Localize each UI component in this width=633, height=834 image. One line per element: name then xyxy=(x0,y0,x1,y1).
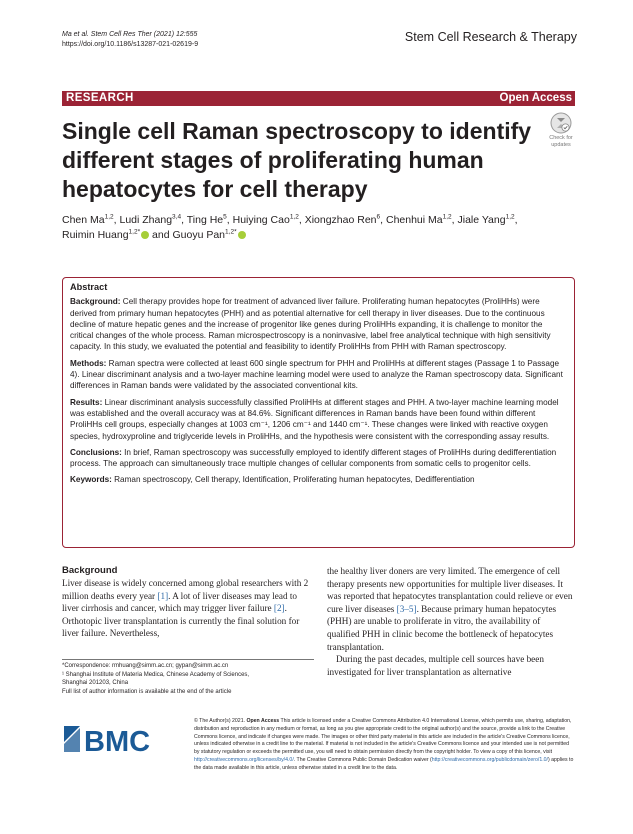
author-name: Ting He xyxy=(186,214,224,226)
author-name: Chenhui Ma xyxy=(385,214,443,226)
abstract-methods xyxy=(70,358,567,392)
results-text: Linear discriminant analysis successfully classified ProliHHs at different stages and PHH. A two-layer machine learning model was established and the overall accuracy was at 84.6%. Significant differences in Raman bands have been found within different ProliHHs cell groups, especially changes at 1003 cm⁻¹, 1206 cm⁻¹ and 1440 cm⁻¹. These changes were linked with reactive oxygen species, hydroxyproline and triglyceride levels in ProliHHs, and the hypothesis were consistent with the corresponding assay results. xyxy=(70,397,559,441)
author-name: Guoyu Pan xyxy=(172,229,226,241)
footnotes xyxy=(62,659,314,696)
doi-link[interactable]: https://doi.org/10.1186/s13287-021-02619-9 xyxy=(62,41,199,48)
section-bar xyxy=(62,91,575,106)
license-open-access: Open Access xyxy=(246,718,280,724)
abstract-background xyxy=(70,296,567,352)
author-name: Huiying Cao xyxy=(232,214,290,226)
license-body: ) applies to the data made available in this article, unless otherwise stated in a credit line to the data. xyxy=(194,756,574,771)
license-body: This article is licensed under a Creative Commons Attribution 4.0 International License, which permits use, sharing, adaptation, distribution and reproduction in any medium or format, as long as you give appropriate credit to the original author(s) and the source, provide a link to the Creative Commons licence, and indicate if changes were made. The images or other third party material in this article are included in the article's Creative Commons licence, unless indicated otherwise in a credit line to the material. If material is not included in the article's Creative Commons licence and your intended use is not permitted by statutory regulation or exceeds the permitted use, you will need to obtain permission directly from the copyright holder. To view a copy of this licence, visit xyxy=(194,718,572,756)
citation: Ma et al. Stem Cell Res Ther (2021) 12:555 xyxy=(62,31,198,38)
license-lead: © The Author(s) 2021. xyxy=(194,718,247,724)
journal-name: Stem Cell Research & Therapy xyxy=(404,30,577,44)
body-text: . Orthotopic liver transplantation is currently the final solution for liver failure. Nevertheless, xyxy=(62,603,300,639)
body-text: . A lot of liver diseases may lead to liver cirrhosis and cancer, which may trigger liver failure xyxy=(62,590,297,614)
orcid-icon[interactable] xyxy=(141,231,149,239)
check-updates-line2: updates xyxy=(551,142,571,148)
correspondence: *Correspondence: rmhuang@simm.ac.cn; gypan@simm.ac.cn xyxy=(62,663,229,669)
open-access-label: Open Access xyxy=(499,92,572,104)
affiliation-marker: 1,2 xyxy=(442,213,452,221)
body-paragraph: During the past decades, multiple cell sources have been investigated for liver transplantation as alternative xyxy=(327,654,544,677)
abstract-conclusions xyxy=(70,447,567,470)
abstract-box xyxy=(62,277,575,548)
affiliation-marker: 1,2* xyxy=(128,228,141,236)
bmc-logo-text: BMC xyxy=(84,726,151,758)
body-text: Liver disease is widely concerned among global researchers with 2 million deaths every year xyxy=(62,578,309,601)
full-list-note: Full list of author information is available at the end of the article xyxy=(62,688,232,695)
abstract-results xyxy=(70,397,567,442)
affiliation-marker: 3,4 xyxy=(172,213,182,221)
body-column-right xyxy=(327,565,575,678)
keywords-label: Keywords: xyxy=(70,475,112,485)
citation-link[interactable]: [2] xyxy=(273,603,285,614)
license-link[interactable]: http://creativecommons.org/publicdomain/zero/1.0/ xyxy=(431,756,548,763)
license-text xyxy=(194,718,575,773)
check-updates-line1: Check for xyxy=(549,135,573,141)
check-updates-icon xyxy=(550,112,572,134)
section-label: RESEARCH xyxy=(66,92,134,104)
bmc-logo xyxy=(62,718,182,760)
body-paragraph xyxy=(327,565,575,653)
author-name: Jiale Yang xyxy=(457,214,506,226)
conclusions-label: Conclusions: xyxy=(70,447,122,457)
body-paragraph xyxy=(62,577,314,640)
abstract-keywords xyxy=(70,474,567,485)
footnote-divider xyxy=(62,659,314,660)
affiliation-marker: 1,2 xyxy=(104,213,114,221)
orcid-icon[interactable] xyxy=(238,231,246,239)
article-title: Single cell Raman spectroscopy to identify different stages of proliferating human hepatocytes for cell therapy xyxy=(62,118,532,202)
abstract-heading: Abstract xyxy=(70,282,108,292)
running-header xyxy=(62,30,198,50)
author-name: Chen Ma xyxy=(62,214,105,226)
affiliation-line: ¹ Shanghai Institute of Materia Medica, Chinese Academy of Sciences, xyxy=(62,671,250,678)
affiliation-marker: 6 xyxy=(376,213,381,221)
section-heading: Background xyxy=(62,565,118,576)
citation-link[interactable]: [3–5] xyxy=(396,603,417,614)
author-name: Ludi Zhang xyxy=(119,214,173,226)
author-list: Chen Ma$^{1,2}$, Ludi Zhang$^{3,4}$, Ting He$^5$, Huiying Cao$^{1,2}$, Xiongzhao Ren$^6$, Chenhui Ma$^{1,2}$, Jiale Yang$^{1,2}$, Ruimin Huang$^{1,2*}$ and Guoyu Pan$^{1,2*}$ xyxy=(62,213,518,241)
affiliation-marker: 1,2 xyxy=(289,213,299,221)
affiliation-marker: 1,2* xyxy=(225,228,237,236)
affiliation-line: Shanghai 201203, China xyxy=(62,680,129,687)
affiliation-marker: 5 xyxy=(223,213,227,221)
author-name: Xiongzhao Ren xyxy=(304,214,377,226)
keywords-text: Raman spectroscopy, Cell therapy, Identification, Proliferating human hepatocytes, Dedifferentiation xyxy=(114,475,475,485)
affiliation-marker: 1,2 xyxy=(505,213,515,221)
check-for-updates-button[interactable] xyxy=(545,112,577,148)
license-link[interactable]: http://creativecommons.org/licenses/by/4.0/ xyxy=(194,756,294,763)
background-text: Cell therapy provides hope for treatment of advanced liver failure. Proliferating human hepatocytes (ProliHHs) were derived from primary human hepatocytes (PHH) and as potential alternative for cell therapy in liver diseases. Due to the continuous decline of mature hepatic genes and the increase of progenitor like genes during ProliHHs expanding, it is challenge to monitor the critical changes of the whole process. Raman microspectroscopy is a noninvasive, label free analytical technique with high sensitivity capacity. In this study, we evaluated the potential and feasibility to identify ProliHHs from PHH with Raman spectroscopy. xyxy=(70,297,551,352)
results-label: Results: xyxy=(70,397,103,407)
author-name: Ruimin Huang xyxy=(62,229,129,241)
conclusions-text: In brief, Raman spectroscopy was successfully employed to identify different stages of ProliHHs during dedifferentiation process. The approach can simultaneously trace multiple changes of cellular components from somatic cells to progenitor cells. xyxy=(70,447,557,469)
license-body: . The Creative Commons Public Domain Dedication waiver ( xyxy=(293,756,432,763)
methods-label: Methods: xyxy=(70,358,107,368)
body-column-left xyxy=(62,565,314,640)
methods-text: Raman spectra were collected at least 600 single spectrum for PHH and ProliHHs at different stages (Passage 1 to Passage 4). Linear discriminant analysis and a two-layer machine learning model were used to analyze the Raman spectroscopy data. Significant differences in Raman bands were validated by the associated conventional kits. xyxy=(70,358,563,391)
citation-link[interactable]: [1] xyxy=(157,590,169,601)
body-text: . Because primary human hepatocytes (PHH) are unable to proliferate in vitro, the availability of qualified PHH in clinic become the bottleneck of hepatocytes transplantation. xyxy=(327,603,557,652)
background-label: Background: xyxy=(70,297,121,307)
body-text: the healthy liver doners are very limited. The emergence of cell therapy presents new opportunities for multiple liver diseases. It was reported that hepatocytes transplantation could relieve or even cure liver diseases xyxy=(327,566,573,614)
